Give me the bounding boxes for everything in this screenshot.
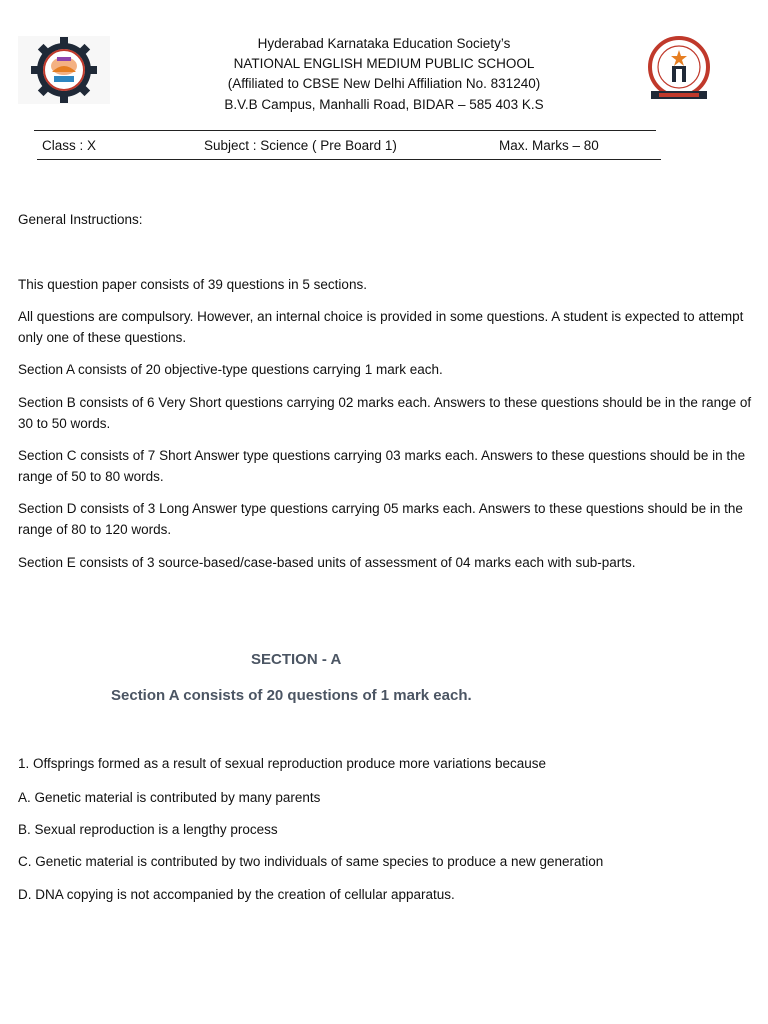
instructions-heading: General Instructions: — [18, 212, 143, 227]
affiliation: (Affiliated to CBSE New Delhi Affiliation No. 831240) — [227, 76, 541, 91]
question-option: C. Genetic material is contributed by two individuals of same species to produce a new generation — [18, 854, 604, 869]
school-crest-icon — [645, 36, 713, 102]
instruction-item: Section A consists of 20 objective-type questions carrying 1 mark each. — [18, 362, 443, 377]
question-option: D. DNA copying is not accompanied by the creation of cellular apparatus. — [18, 887, 455, 902]
top-rule — [34, 130, 656, 131]
instruction-item: Section C consists of 7 Short Answer type questions carrying 03 marks each. Answers to these questions should be in the range of 50 to 80 words. — [18, 448, 746, 484]
address: B.V.B Campus, Manhalli Road, BIDAR – 585 403 K.S — [224, 97, 544, 112]
instruction-item: Section B consists of 6 Very Short questions carrying 02 marks each. Answers to these questions should be in the range of 30 to 50 words. — [18, 395, 752, 431]
subject-label: Subject : Science ( Pre Board 1) — [204, 138, 397, 153]
bottom-rule — [37, 159, 661, 160]
instruction-item: This question paper consists of 39 questions in 5 sections. — [18, 277, 367, 292]
question-option: A. Genetic material is contributed by many parents — [18, 790, 321, 805]
instruction-item: All questions are compulsory. However, an internal choice is provided in some questions. A student is expected to attempt only one of these questions. — [18, 309, 744, 345]
max-marks-label: Max. Marks – 80 — [499, 138, 599, 153]
section-a-title: SECTION - A — [251, 651, 342, 668]
instruction-item: Section E consists of 3 source-based/case-based units of assessment of 04 marks each with sub-parts. — [18, 555, 636, 570]
class-label: Class : X — [42, 138, 97, 153]
section-a-subtitle: Section A consists of 20 questions of 1 mark each. — [111, 687, 472, 704]
society-gear-emblem-icon — [18, 36, 110, 104]
question-option: B. Sexual reproduction is a lengthy process — [18, 822, 278, 837]
instruction-item: Section D consists of 3 Long Answer type questions carrying 05 marks each. Answers to these questions should be in the range of 80 to 120 words. — [18, 501, 743, 537]
society-name: Hyderabad Karnataka Education Society’s — [257, 36, 511, 51]
school-name: NATIONAL ENGLISH MEDIUM PUBLIC SCHOOL — [233, 56, 535, 71]
question-text: 1. Offsprings formed as a result of sexual reproduction produce more variations because — [18, 756, 547, 771]
